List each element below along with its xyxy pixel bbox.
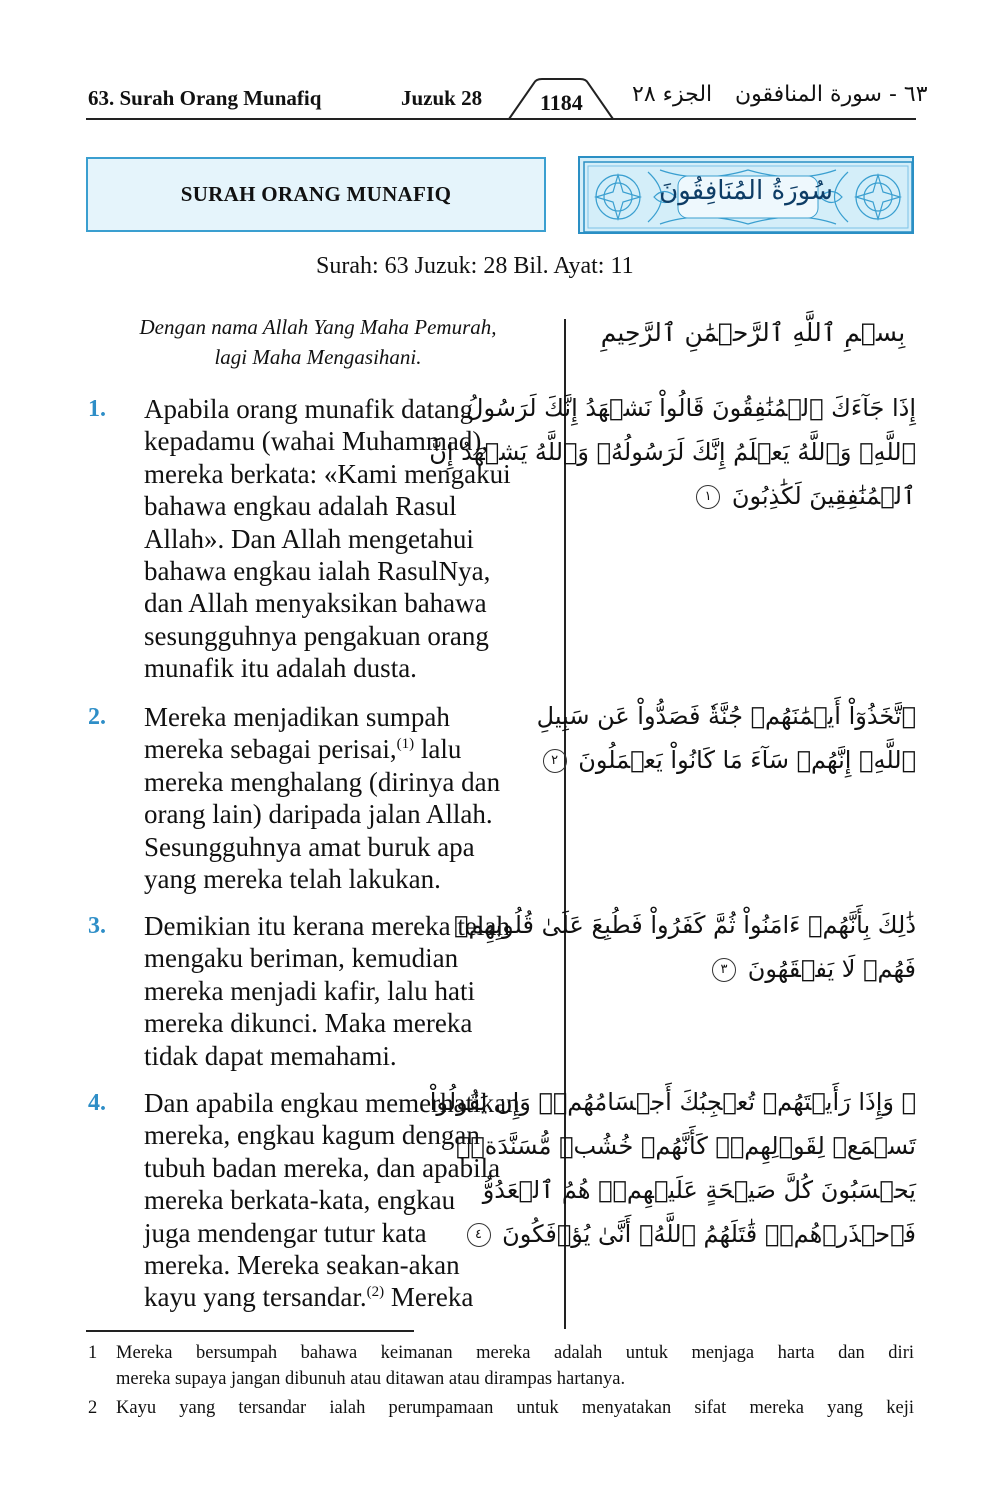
arabic-line: تَسۡمَعۡ لِقَوۡلِهِمۡۖ كَأَنَّهُمۡ خُشُبٞ مُّسَنَّدَةٞۖ xyxy=(455,1132,916,1160)
header-surah-title: 63. Surah Orang Munafiq xyxy=(88,86,322,110)
ayah-end-marker: ٣ xyxy=(712,958,736,982)
basmala-arabic: بِسۡمِ ٱللَّهِ ٱلرَّحۡمَٰنِ ٱلرَّحِيمِ xyxy=(600,318,906,347)
verse-number: 3. xyxy=(88,913,106,939)
arabic-line: ٱلۡمُنَٰفِقِينَ لَكَٰذِبُونَ xyxy=(731,482,916,510)
arabic-line: يَحۡسَبُونَ كُلَّ صَيۡحَةٍ عَلَيۡهِمۡۚ هُمُ ٱلۡعَدُوُّ xyxy=(482,1176,916,1204)
ayah-end-marker: ٢ xyxy=(543,749,567,773)
verse-line: dan Allah menyaksikan bahawa xyxy=(144,588,487,619)
verse-line-cont: lalu xyxy=(414,734,462,765)
footnote-ref[interactable]: (1) xyxy=(396,736,415,753)
header-rule xyxy=(86,118,916,120)
footnote-number: 2 xyxy=(88,1398,98,1418)
verse-line: mereka sebagai perisai, xyxy=(144,734,397,765)
arabic-line: ٱتَّخَذُوٓاْ أَيۡمَٰنَهُمۡ جُنَّةٗ فَصَدُّواْ عَن سَبِيلِ xyxy=(536,702,916,730)
surah-title: SURAH ORANG MUNAFIQ xyxy=(180,182,452,206)
verse-number: 2. xyxy=(88,704,106,730)
footnote-rule xyxy=(86,1330,414,1332)
ayah-end-marker: ٤ xyxy=(467,1223,491,1247)
verse-line: Sesungguhnya amat buruk apa xyxy=(144,831,475,862)
verse-line: mereka berkata: «Kami mengakui xyxy=(144,458,511,489)
arabic-line: فَهُمۡ لَا يَفۡقَهُونَ xyxy=(747,955,916,983)
header-arabic-surah-title: ٦٣ - سورة المنافقون xyxy=(735,82,928,107)
verse-line: bahawa engkau ialah RasulNya, xyxy=(144,556,491,587)
verse-line: mereka menghalang (dirinya dan xyxy=(144,766,501,797)
verse-line: Dan apabila engkau memerhatikan xyxy=(144,1088,520,1118)
verse-line: mereka. Mereka seakan-akan xyxy=(144,1250,460,1281)
verse-line: juga mendengar tutur kata xyxy=(144,1217,427,1248)
verse-line: kepadamu (wahai Muhammad), xyxy=(144,426,489,457)
header-arabic-juz: الجزء ٢٨ xyxy=(632,82,713,107)
surah-info: Surah: 63 Juzuk: 28 Bil. Ayat: 11 xyxy=(316,253,634,279)
surah-title-box xyxy=(86,157,546,232)
verse-line: kayu yang tersandar. xyxy=(144,1282,367,1313)
ayah-end-marker: ١ xyxy=(696,485,720,509)
verse-line: mereka, engkau kagum dengan xyxy=(144,1120,480,1151)
arabic-line: ٱللَّهِۗ وَٱللَّهُ يَعۡلَمُ إِنَّكَ لَرَسُولُهُۥ وَٱللَّهُ يَشۡهَدُ إِنَّ xyxy=(429,438,916,466)
verse-line: Apabila orang munafik datang xyxy=(144,394,474,424)
verse-line-cont: Mereka xyxy=(384,1282,474,1313)
verse-line: Allah». Dan Allah mengetahui xyxy=(144,523,474,554)
verse-line: orang lain) daripada jalan Allah. xyxy=(144,799,493,830)
header-juzuk: Juzuk 28 xyxy=(401,86,483,110)
basmala-line-2: lagi Maha Mengasihani. xyxy=(214,345,422,369)
arabic-line: إِذَا جَآءَكَ ٱلۡمُنَٰفِقُونَ قَالُواْ نَشۡهَدُ إِنَّكَ لَرَسُولُ xyxy=(466,394,916,422)
verse-line: Mereka menjadikan sumpah xyxy=(144,702,450,732)
page-number: 1184 xyxy=(540,90,583,115)
arabic-title-ornament xyxy=(578,156,914,234)
verse-line: Demikian itu kerana mereka telah xyxy=(144,911,510,941)
arabic-surah-title: سُورَةُ المُنَافِقُونَ xyxy=(659,176,833,206)
verse-line: bahawa engkau adalah Rasul xyxy=(144,491,457,522)
verse-line: tidak dapat memahami. xyxy=(144,1040,397,1071)
verse-arabic xyxy=(536,694,916,782)
verse-line: mereka menjadi kafir, lalu hati xyxy=(144,975,476,1006)
verse-line: munafik itu adalah dusta. xyxy=(144,653,417,684)
arabic-line: فَٱحۡذَرۡهُمۡۚ قَٰتَلَهُمُ ٱللَّهُۖ أَنَّىٰ يُؤۡفَكُونَ xyxy=(502,1220,916,1248)
verse-arabic xyxy=(429,386,916,518)
footnote-text: Mereka bersumpah bahawa keimanan mereka adalah untuk menjaga harta dan diri xyxy=(116,1343,914,1363)
verse-number: 4. xyxy=(88,1090,106,1116)
arabic-line: ذَٰلِكَ بِأَنَّهُمۡ ءَامَنُواْ ثُمَّ كَفَرُواْ فَطُبِعَ عَلَىٰ قُلُوبِهِمۡ xyxy=(454,911,916,939)
footnote-ref[interactable]: (2) xyxy=(366,1284,385,1301)
verse-line: sesungguhnya pengakuan orang xyxy=(144,620,489,651)
verse-translation xyxy=(144,701,558,895)
verse-line: mengaku beriman, kemudian xyxy=(144,943,459,974)
footnote-number: 1 xyxy=(88,1343,98,1363)
basmala-translation xyxy=(88,312,548,372)
footnote-text: Kayu yang tersandar ialah perumpamaan untuk menyatakan sifat mereka yang keji xyxy=(116,1398,914,1418)
verse-line: mereka dikunci. Maka mereka xyxy=(144,1008,473,1039)
verse-line: yang mereka telah lakukan. xyxy=(144,864,441,895)
verse-arabic xyxy=(454,903,916,991)
verse-line: mereka berkata-kata, engkau xyxy=(144,1185,456,1216)
verse-number: 1. xyxy=(88,396,106,422)
verse-arabic xyxy=(429,1080,916,1256)
arabic-line: ٱللَّهِۚ إِنَّهُمۡ سَآءَ مَا كَانُواْ يَعۡمَلُونَ xyxy=(578,746,916,774)
basmala-line-1: Dengan nama Allah Yang Maha Pemurah, xyxy=(139,315,497,339)
footnote-text: mereka supaya jangan dibunuh atau ditawan atau dirampas hartanya. xyxy=(116,1369,626,1389)
arabic-line: ۞ وَإِذَا رَأَيۡتَهُمۡ تُعۡجِبُكَ أَجۡسَامُهُمۡۖ وَإِن يَقُولُواْ xyxy=(429,1088,916,1116)
verse-line: tubuh badan mereka, dan apabila xyxy=(144,1152,501,1183)
